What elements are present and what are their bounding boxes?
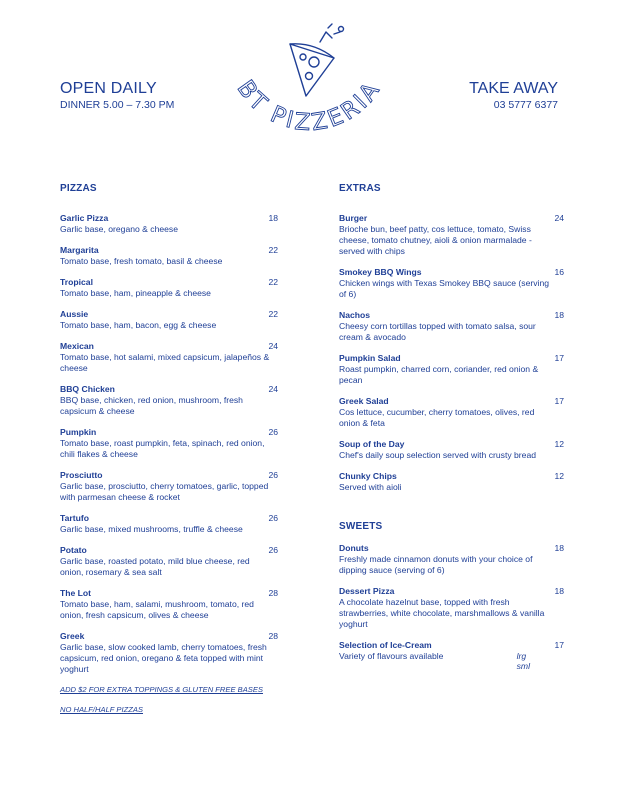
menu-item-name: Dessert Pizza	[339, 586, 395, 596]
menu-item-name: BBQ Chicken	[60, 384, 115, 394]
menu-item	[339, 310, 564, 343]
menu-item-name: Chunky Chips	[339, 471, 397, 481]
menu-item-name: Greek Salad	[339, 396, 389, 406]
menu-item-description: Tomato base, roast pumpkin, feta, spinach, red onion, chili flakes & cheese	[60, 438, 265, 459]
menu-item-description: Garlic base, roasted potato, mild blue cheese, red onion, rosemary & sea salt	[60, 556, 250, 577]
menu-item	[60, 309, 278, 331]
menu-item-name: Pumpkin	[60, 427, 97, 437]
size-labels	[517, 651, 530, 671]
menu-item	[60, 513, 278, 535]
menu-item-description: Garlic base, prosciutto, cherry tomatoes, garlic, topped with parmesan cheese & rocket	[60, 481, 269, 502]
size-large-label: lrg	[516, 651, 527, 661]
menu-item-price: 26	[268, 545, 278, 555]
menu-item-name: Pumpkin Salad	[339, 353, 401, 363]
menu-item-description: Garlic base, slow cooked lamb, cherry tomatoes, fresh capsicum, red onion, oregano & feta topped with mint yoghurt	[60, 642, 267, 674]
menu-item-name: Potato	[60, 545, 87, 555]
pizzas-title: PIZZAS	[60, 183, 97, 194]
menu-item	[339, 396, 564, 429]
pizzas-column	[60, 183, 278, 725]
menu-item-price: 17	[554, 353, 564, 363]
menu-item-description: Roast pumpkin, charred corn, coriander, red onion & pecan	[339, 364, 539, 385]
menu-item-name: Selection of Ice-Cream	[339, 640, 432, 650]
menu-item	[60, 631, 278, 675]
menu-item-price: 24	[268, 341, 278, 351]
menu-item-price: 16	[554, 267, 564, 277]
menu-item-name: The Lot	[60, 588, 92, 598]
menu-item-price: 22	[268, 277, 278, 287]
menu-item	[60, 588, 278, 621]
take-away-info	[469, 80, 558, 112]
menu-item-name: Smokey BBQ Wings	[339, 267, 422, 277]
menu-item-price: 24	[554, 213, 564, 223]
menu-item	[339, 213, 564, 257]
take-away-title: TAKE AWAY	[469, 80, 558, 97]
menu-item-price: 22	[268, 245, 278, 255]
menu-item-description: Garlic base, oregano & cheese	[60, 224, 178, 234]
menu-item-name: Margarita	[60, 245, 99, 255]
menu-item	[60, 470, 278, 503]
menu-item	[60, 213, 278, 235]
pizza-slice-icon	[290, 24, 344, 96]
menu-item-price: 24	[268, 384, 278, 394]
menu-item-description: Variety of flavours available	[339, 651, 444, 661]
menu-item	[60, 384, 278, 417]
menu-item-price: 28	[268, 588, 278, 598]
menu-item-price: 22	[268, 309, 278, 319]
pizza-list	[60, 213, 278, 675]
dinner-hours: DINNER 5.00 – 7.30 PM	[60, 99, 175, 111]
pizza-notes	[60, 685, 278, 715]
menu-item	[60, 427, 278, 460]
opening-hours	[60, 80, 174, 112]
menu-item	[339, 543, 564, 576]
extras-title: EXTRAS	[339, 183, 381, 194]
menu-item-price: 26	[268, 513, 278, 523]
menu-item-name: Prosciutto	[60, 470, 103, 480]
extras-column	[339, 183, 564, 672]
menu-item-price: 18	[554, 310, 564, 320]
logo-wordmark: BT PIZZERIA	[231, 75, 387, 137]
menu-item	[60, 341, 278, 374]
size-small-label: sml	[516, 661, 530, 671]
menu-item-price: 26	[268, 470, 278, 480]
menu-item	[339, 439, 564, 461]
menu-item-price: 18	[554, 586, 564, 596]
menu-item-price: 17	[554, 396, 564, 406]
menu-item-description: Freshly made cinnamon donuts with your choice of dipping sauce (serving of 6)	[339, 554, 533, 575]
no-half-half-note: NO HALF/HALF PIZZAS	[60, 705, 143, 714]
menu-item-description: Tomato base, ham, pineapple & cheese	[60, 288, 211, 298]
menu-item-description: BBQ base, chicken, red onion, mushroom, fresh capsicum & cheese	[60, 395, 243, 416]
menu-item-name: Soup of the Day	[339, 439, 405, 449]
menu-item-name: Nachos	[339, 310, 371, 320]
sweets-list	[339, 543, 564, 671]
menu-item	[339, 267, 564, 300]
extra-toppings-note: ADD $2 FOR EXTRA TOPPINGS & GLUTEN FREE BASES	[60, 685, 263, 694]
menu-item-name: Burger	[339, 213, 368, 223]
extras-list	[339, 213, 564, 493]
menu-item-name: Tropical	[60, 277, 93, 287]
menu-item-price: 26	[268, 427, 278, 437]
menu-item	[339, 471, 564, 493]
menu-item-price: 12	[554, 439, 564, 449]
menu-item-description: Cheesy corn tortillas topped with tomato salsa, sour cream & avocado	[339, 321, 536, 342]
sweets-title: SWEETS	[339, 521, 383, 532]
menu-item	[60, 245, 278, 267]
menu-item-price: 12	[554, 471, 564, 481]
menu-item-name: Donuts	[339, 543, 369, 553]
menu-item-description: Chef's daily soup selection served with crusty bread	[339, 450, 537, 460]
menu-item	[339, 353, 564, 386]
menu-item-description: Garlic base, mixed mushrooms, truffle & cheese	[60, 524, 243, 534]
menu-item-price: 18	[268, 213, 278, 223]
menu-item-description: Tomato base, hot salami, mixed capsicum, jalapeños & cheese	[60, 352, 270, 373]
menu-item-description: A chocolate hazelnut base, topped with fresh strawberries, white chocolate, marshmallows & vanilla yoghurt	[339, 597, 545, 629]
menu-item-price: 28	[268, 631, 278, 641]
sweets-section	[339, 521, 564, 671]
bt-pizzeria-logo	[210, 14, 410, 174]
menu-item-name: Tartufo	[60, 513, 89, 523]
menu-item-description: Chicken wings with Texas Smokey BBQ sauce (serving of 6)	[339, 278, 549, 299]
menu-item-name: Garlic Pizza	[60, 213, 109, 223]
menu-item-name: Aussie	[60, 309, 89, 319]
menu-item	[60, 277, 278, 299]
phone-number: 03 5777 6377	[493, 99, 558, 111]
menu-item	[339, 586, 564, 630]
menu-item-description: Tomato base, ham, bacon, egg & cheese	[60, 320, 217, 330]
menu-item-description: Cos lettuce, cucumber, cherry tomatoes, olives, red onion & feta	[339, 407, 535, 428]
menu-item-price: 17	[554, 640, 564, 650]
menu-item-price: 18	[554, 543, 564, 553]
menu-item-description: Served with aioli	[339, 482, 402, 492]
menu-item-description: Tomato base, fresh tomato, basil & cheese	[60, 256, 223, 266]
open-daily-title: OPEN DAILY	[60, 80, 157, 97]
menu-item-description: Brioche bun, beef patty, cos lettuce, tomato, Swiss cheese, tomato chutney, aioli & onion marmalade - served with chips	[339, 224, 532, 256]
menu-item-description: Tomato base, ham, salami, mushroom, tomato, red onion, fresh capsicum, olives & cheese	[60, 599, 254, 620]
menu-item	[60, 545, 278, 578]
menu-item-name: Greek	[60, 631, 85, 641]
menu-item-name: Mexican	[60, 341, 94, 351]
menu-item	[339, 640, 564, 671]
